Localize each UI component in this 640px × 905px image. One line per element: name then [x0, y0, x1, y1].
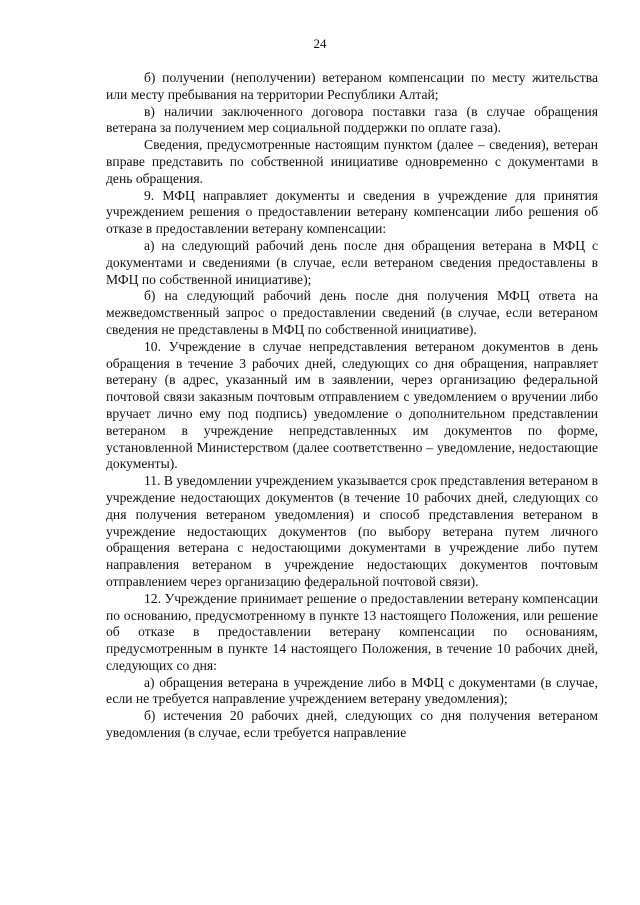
paragraph-item-9-b: б) на следующий рабочий день после дня получения МФЦ ответа на межведомственный запрос о предоставлении сведений (в случае, если ветераном сведения не представлены в МФЦ по собственной инициативе). [106, 288, 598, 337]
paragraph-information-note: Сведения, предусмотренные настоящим пунктом (далее – сведения), ветеран вправе представить по собственной инициативе одновременно с документами в день обращения. [106, 137, 598, 186]
page-number: 24 [313, 36, 327, 51]
paragraph-item-12: 12. Учреждение принимает решение о предоставлении ветерану компенсации по основанию, предусмотренному в пункте 13 настоящего Положения, или решение об отказе в предоставлении ветерану компенсации по основаниям, предусмотренным в пункте 14 настоящего Положения, в течение 10 рабочих дней, следующих со дня: [106, 590, 598, 673]
paragraph-item-9-a: а) на следующий рабочий день после дня обращения ветерана в МФЦ с документами и сведениями (в случае, если ветераном сведения предоставлены в МФЦ по собственной инициативе); [106, 237, 598, 287]
paragraph-subitem-b-compensation: б) получении (неполучении) ветераном компенсации по месту жительства или месту пребывания на территории Республики Алтай; [106, 70, 598, 102]
paragraph-item-11: 11. В уведомлении учреждением указывается срок представления ветераном в учреждение недостающих документов (в течение 10 рабочих дней, следующих со дня получения ветераном уведомления) и способ представления ветераном в учреждение недостающих документов (по выбору ветерана путем личного обращения ветерана с недостающими документами в учреждение либо путем направления ветераном в учреждение недостающих документов почтовым отправлением через организацию федеральной почтовой связи). [106, 473, 598, 589]
paragraph-item-12-b: б) истечения 20 рабочих дней, следующих со дня получения ветераном уведомления (в случае, если требуется направление [106, 708, 598, 741]
paragraph-item-10: 10. Учреждение в случае непредставления ветераном документов в день обращения в течение 3 рабочих дней, следующих со дня обращения, направляет ветерану (в адрес, указанный им в заявлении, через организацию федеральной почтовой связи заказным почтовым отправлением с уведомлением о вручении либо вручает лично ему под подпись) уведомление о дополнительном представлении ветераном в учреждение непредставленных им документов по форме, установленной Министерством (далее соответственно – уведомление, недостающие документы). [106, 338, 598, 472]
paragraph-item-12-a: а) обращения ветерана в учреждение либо в МФЦ с документами (в случае, если не требуется направление учреждением ветерану уведомления); [106, 674, 598, 707]
document-body [106, 70, 598, 742]
paragraph-item-9: 9. МФЦ направляет документы и сведения в учреждение для принятия учреждением решения о предоставлении ветерану компенсации либо решения об отказе в предоставлении ветерану компенсации: [106, 187, 598, 237]
paragraph-subitem-v-gas-contract: в) наличии заключенного договора поставки газа (в случае обращения ветерана за получением мер социальной поддержки по оплате газа). [106, 103, 598, 136]
